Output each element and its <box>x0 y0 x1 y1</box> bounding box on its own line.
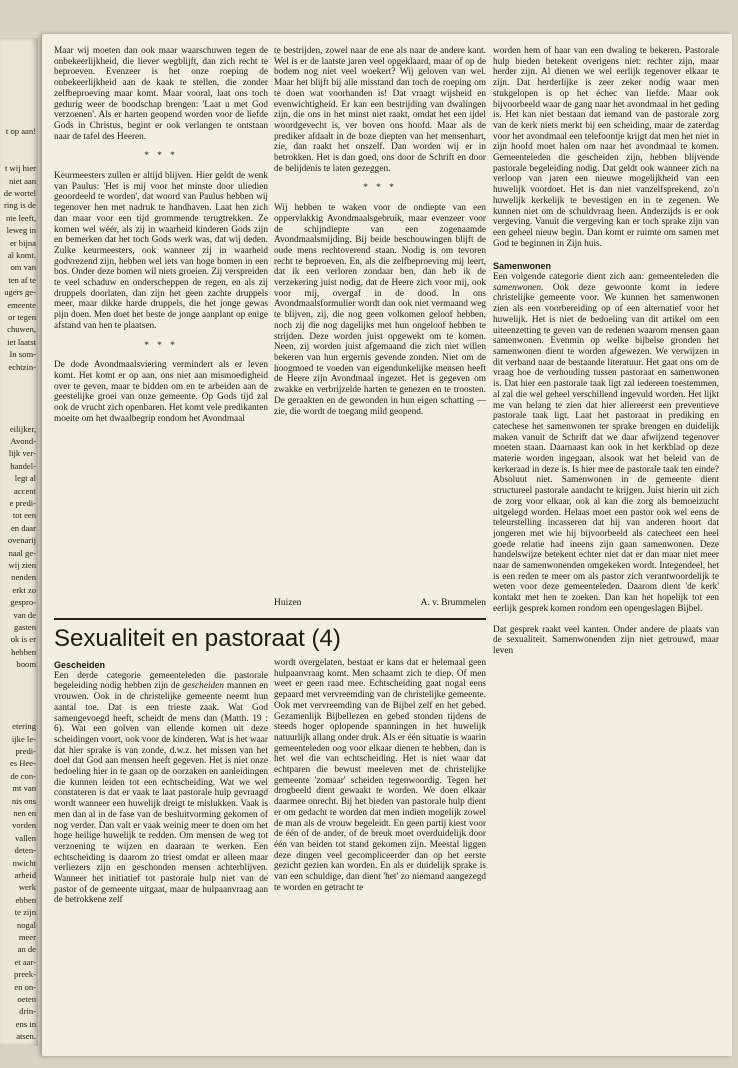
fragment-line: ok is er <box>10 634 36 645</box>
paragraph: Keurmeesters zullen er altijd blijven. Hier geldt de wenk van Paulus: 'Het is mij voor het minste door uliedien geoordeeld te worden', dat woord van Paulus hebben wij tegenover hen met nadruk te handhaven. Laat hen zich dan maar voor een tijd grommende terugtrekken. Ze komen wel wéér, als zij in waarheid kinderen Gods zijn en bemerken dat het toch Gods werk was, dat wij deden. Zulke keurmeesters, ook wanneer zij in waarheid godvrezend zijn, hebben wel iets van hoge bomen in een bos. Onder deze bomen wil niets groeien. Zij verspreiden te veel schaduw en onderscheppen de regen, en als zij druppels doorlaten, dan zijn het geen zachte druppels meer, maar dikke harde druppels, die het jonge gewas pijn doen. Men doet het beste de jonge aanplant op enige afstand van hen te plaatsen. <box>54 171 268 331</box>
fragment-line: hebben <box>11 646 36 657</box>
fragment-line: van de <box>13 609 36 620</box>
fragment-line: echtzin- <box>8 361 36 372</box>
paragraph: wordt overgelaten, bestaat er kans dat er helemaal geen hulpaanvraag komt. Men schaamt zich te diep. Of men weet er geen raad mee. Echtscheiding gaat nogal eens gepaard met vervreemding van de christelijke gemeente. Ook met vervreemding van de Bijbel zelf en het gebed. Gezamenlijk Bijbellezen en gebed stonden tijdens de steeds hoger oplopende spanningen in het huwelijk natuurlijk allang onder druk. Als er één situatie is waarin gemeenteleden oog voor elkaar dienen te hebben, dan is het wel die van echtscheiding. Het is niet waar dat echtparen die bewust meeleven met de christelijke gemeente 'zomaar' scheiden tegenwoordig. Tegen het drogbeeld dient gewaakt te worden. We doen elkaar daarmee onrecht. Bij het bieden van pastorale hulp dient er om gedacht te worden dat men indien mogelijk zowel de man als de vrouw begeleidt. En geen partij kiest voor de één of de ander, of de breuk moet overduidelijk door één van beiden tot stand gekomen zijn. Meestal liggen deze dingen veel gecompliceerder dan op het eerste gezicht gezien kan worden. En als er duidelijk sprake is van een schuldige, dan dient 'het' zo niemand aangezegd te worden en getracht te <box>274 658 486 893</box>
section-heading-samenwonen: Samenwonen <box>493 261 552 272</box>
fragment-line: ijke le- <box>11 733 36 744</box>
article2-column-2 <box>274 658 486 1050</box>
fragment-line: accent <box>14 485 36 496</box>
article1-signature <box>274 598 486 608</box>
fragment-line: boom <box>16 659 36 670</box>
fragment-line: legt al <box>14 473 36 484</box>
fragment-line: leweg in <box>6 225 36 236</box>
adjacent-page-fragment <box>0 38 38 1046</box>
fragment-line: chuwen, <box>7 324 36 335</box>
article2-column-1 <box>54 658 268 1050</box>
fragment-line: an de <box>17 944 36 955</box>
fragment-line: atsen. <box>16 1031 36 1042</box>
fragment-line: werk <box>18 882 36 893</box>
fragment-line: nwicht <box>12 857 36 868</box>
fragment-line: en on- <box>14 981 36 992</box>
section-separator: * * * <box>363 183 397 194</box>
fragment-line: en daar <box>10 522 36 533</box>
section-separator: * * * <box>144 151 178 162</box>
fragment-line: nenden <box>11 572 36 583</box>
signature-place: Huizen <box>274 598 302 608</box>
fragment-line: niet aan <box>9 175 36 186</box>
fragment-line: meer <box>18 932 36 942</box>
fragment-line: vorden <box>12 820 36 831</box>
fragment-line: al komt. <box>7 250 36 260</box>
fragment-line: eilijker, <box>9 423 36 434</box>
fragment-line: oeten <box>17 994 36 1004</box>
fragment-line: wij zien <box>8 560 36 570</box>
fragment-line: or tegen <box>8 312 36 322</box>
fragment-line: ebben <box>15 894 36 905</box>
fragment-line: emeente <box>7 299 36 310</box>
paragraph: Maar wij moeten dan ook maar waarschuwen tegen de onbekeerlijkheid, die liever wegblijft, dan zich recht te beproeven. Evenzeer is het onze roeping de onbekeerlijkheid aan de kaak te stellen, die zonder zelfbeproeving maar komt. Maar vooral, laat ons toch gedurig weer de boodschap brengen: 'Laat u met God verzoenen'. Als er harten geopend worden voor de liefde Gods in Christus, begint er ook verlangen te ontstaan naar de tafel des Heeren. <box>54 46 268 142</box>
fragment-line: arheid <box>14 870 36 880</box>
fragment-line: deten- <box>14 845 36 856</box>
fragment-line: ugers ge- <box>4 287 36 298</box>
section-heading-gescheiden: Gescheiden <box>54 660 106 670</box>
paragraph: Wij hebben te waken voor de ondiepte van een oppervlakkig Avondmaalsgebruik, maar evenzeer voor de schijndiepte van een zogenaamde Avondmaalsmijding. Bij beide beschouwingen blijft de oude mens rechtoverend staan. Nodig is om tevoren recht te beproeven. En, als die zelfbeproeving mij leert, dat ik een verloren zondaar ben, dan heb ik de verzekering juist nodig, dat de Heere zich voor mij, ook voor mij, overgaf in de dood. In ons Avondmaalsformulier wordt dan ook niet vermaand weg te blijven, zij, die nog geen volkomen geloof hebben, noch zij die nog dagelijks met hun ongeloof hebben te strijden. Deze worden juist opgewekt om te komen. Neen, zij worden juist afgemaand die zich niet willen bekeren van hun ergernis gevende zonden. Niet om de hoogmoed te voeden van eigendunkelijke mensen heeft de Heere zijn Avondmaal ingezet. Het is gegeven om zwakke en verbrijzelde harten te genezen en te troosten. De geraakten en de gewonden in hun eigen schatting — zie, die wordt de toegang mild geopend. <box>274 203 486 417</box>
fragment-line: handel- <box>10 460 36 471</box>
fragment-line: nte leeft, <box>5 212 36 223</box>
paragraph: De dode Avondmaalsviering vermindert als er leven komt. Het komt er op aan, ons niet aan mismoedigheid over te geven, maar te bidden om en te arbeiden aan de geestelijke groei van onze gemeente. Op Gods tijd zal ook de vrucht zich openbaren. Het komt vele predikanten moeite om het dwaalbegrip rondom het Avondmaal <box>54 360 268 424</box>
fragment-line: nis ons <box>11 795 36 806</box>
article1-column-2 <box>274 46 486 618</box>
article-divider <box>54 618 486 620</box>
fragment-line: er bijna <box>9 237 36 248</box>
fragment-line: In som- <box>9 349 36 360</box>
fragment-line: erkt zo <box>12 584 36 595</box>
paragraph: te bestrijden, zowel naar de ene als naar de andere kant. Wel is er de laatste jaren veel opgeklaard, maar of op de bodem nog niet veel woekert? Wij geloven van wel. Maar het blijft bij alle misstand dan toch de roeping om te doen wat voorhanden is! Dat vraagt wijsheid en evenwichtigheid. Er kan een bestrijding van dwalingen zijn, die ons in het minst niet raakt, omdat het een ijdel woordgevecht is, ver boven ons hoofd. Maar als de prediker afdaalt in de boze diepten van het mensenhart, zie, dan raakt het onszelf. Dan worden wij er in betrokken. Het is dan goed, ons door de Schrift en door de belijdenis te laten gezeggen. <box>274 46 486 174</box>
fragment-line: predi- <box>15 746 36 756</box>
fragment-line: lijk ver- <box>8 448 36 459</box>
fragment-line: de con- <box>10 770 36 781</box>
article2-column-3 <box>493 46 719 1046</box>
fragment-line: te zijn <box>14 907 36 918</box>
fragment-line: ens in <box>15 1018 36 1029</box>
section-separator: * * * <box>144 340 178 351</box>
fragment-line: iet laatst <box>7 336 36 347</box>
fragment-line: naal ge- <box>8 547 36 558</box>
fragment-line: Avond- <box>10 436 36 446</box>
paragraph: worden hem of haar van een dwaling te bekeren. Pastorale hulp bieden betekent overigens niet: rechter zijn, maar herder zijn. Al dienen we wel eerlijk tegenover elkaar te zijn. Dat herderlijke is zeer zeker nodig waar men stukgelopen is op het échec van liefde. Maar ook bijvoorbeeld waar de gang naar het avondmaal in het geding is. Het kan niet bestaan dat iemand van de pastorale zorg van de kerk niets merkt bij een scheiding, maar de zaterdag voor het avondmaal een telefoontje krijgt dat men het niet in zijn hoofd moet halen om naar het avondmaal te komen. Gemeenteleden die gescheiden zijn, hebben blijvende pastorale begeleiding nodig. Dat geldt ook wanneer zich na verloop van jaren een nieuwe mogelijkheid van een huwelijk voordoet. Het is dan niet vanzelfsprekend, zo'n huwelijk kerkelijk te bevestigen en in te zegenen. We kunnen niet om de schuldvraag heen. Anderzijds is er ook vergeving. Vanuit die vergeving kan er toch sprake zijn van een geheel nieuw begin. Dan komt er ruimte om samen met God te beginnen in Zijn huis. <box>493 46 719 249</box>
fragment-line: tot een <box>12 510 36 521</box>
fragment-line: mt van <box>12 783 36 794</box>
fragment-line: nen en <box>13 808 36 818</box>
fragment-line: e predi- <box>9 498 36 508</box>
article-title: Sexualiteit en pastoraat (4) <box>54 625 341 652</box>
fragment-line: etering <box>12 721 36 732</box>
fragment-line: ring is de <box>4 200 36 211</box>
fragment-line: de wortel <box>3 188 36 198</box>
fragment-line: et aar- <box>14 956 36 967</box>
article1-column-1 <box>54 46 268 618</box>
fragment-line: gespro- <box>10 597 36 608</box>
fragment-line: ten af te <box>8 274 36 285</box>
fragment-line: t op aan! <box>5 126 36 136</box>
paragraph: Een volgende categorie dient zich aan: gemeenteleden die samenwonen. Ook deze gewoonte komt in iedere christelijke gemeente voor. We kunnen het samenwonen zien als een voorbereiding op of een alternatief voor het huwelijk. Het is niet de bedoeling van dit artikel om een uiteenzetting te geven van de redenen waarom mensen gaan samenwonen. Evenmin op welke bijbelse gronden het samenwonen dient te worden afgewezen. We verwijzen in dit verband naar de bestaande literatuur. Het gaat ons om de vraag hoe de verhouding tussen pastoraat en samenwonen is. Dat hier een pastorale taak ligt zal iedereen toestemmen, al zal die wel geheel verschillend ingevuld worden. Het lijkt me van belang te zien dat hier allereerst een preventieve pastorale taak ligt. Laat het pastoraat in prediking en catechese het samenwonen ter sprake brengen en duidelijk maken vanuit de Schrift dat we daar afwijzend tegenover moeten staan. Daarnaast kan ook in het kerkblad op deze materie worden ingegaan, alsook wat het beleid van de kerkeraad in deze is. Is hier mee de pastorale taak ten einde? Absoluut niet. Samenwonen in de gemeente dient structureel pastorale aandacht te krijgen. Juist hierin uit zich de zorg voor elkaar, ook al kan die zorg als bemoeizucht uitgelegd worden. Helaas moet een pastor ook wel eens de teleurstelling incasseren dat hij van anderen hoort dat jongeren met wie hij bijvoorbeeld als catecheet een heel goede relatie had ineens zijn gaan samenwonen. Deze handelswijze betekent echter niet dat er dan maar niet meer naar de samenwonenden omgekeken wordt. Integendeel, het is een reden te meer om als pastor zich verantwoordelijk te weten voor deze gemeenteleden. Daarom dient 'de kerk' kontakt met hen te zoeken. Dan kan het hopelijk tot een eerlijk gesprek komen rondom een opengeslagen Bijbel. <box>493 272 719 614</box>
fragment-line: es Hee- <box>9 758 36 769</box>
magazine-page <box>42 34 732 1056</box>
fragment-line: nogal <box>16 919 36 930</box>
fragment-line: preek- <box>14 969 36 980</box>
fragment-line: ovenarij <box>7 535 36 546</box>
signature-author: A. v. Brummelen <box>420 598 486 608</box>
fragment-line: vallen <box>15 832 36 843</box>
paragraph: Een derde categorie gemeenteleden die pastorale begeleiding nodig hebben zijn de gescheiden mannen en vrouwen. Ook in de christelijke gemeente neemt hun aantal toe. Dat is een trieste zaak. Wat God samengevoegd heeft, scheidt de mens dan (Matth. 19 : 6). Wat een golven van ellende komen uit deze scheidingen voort, ook voor de kinderen. Wat is het waar dat hier sprake is van zonde, d.w.z. het missen van het doel dat God aan mensen heeft gegeven. Het is niet onze bedoeling hier in te gaan op de oorzaken en aanleidingen die kunnen leiden tot een echtscheiding. Wat we wel constateren is dat er vaak te laat pastorale hulp gevraagd wordt wanneer een huwelijk dreigt te mislukken. Vaak is men dan al in de fase van de besluitvorming gekomen of nog verder. Dan valt er vaak weinig meer te doen om het hoge heilige huwelijk te redden. Om mensen de weg tot verzoening te wijzen en daaraan te werken. Een echtscheiding is daarom zo triest omdat er alleen maar verliezers zijn en geschonden mensen achterblijven. Wanneer het initiatief tot pastorale hulp niet van de pastor of de gemeente uitgaat, maar de hulpaanvraag aan de betrokkene zelf <box>54 670 268 906</box>
paragraph: Dat gesprek raakt veel kanten. Onder andere de plaats van de sexualiteit. Samenwonenden zijn niet getrouwd, maar leven <box>493 624 719 656</box>
fragment-line: drin- <box>19 1006 36 1017</box>
fragment-line: gasten <box>14 622 36 632</box>
fragment-line: t wij hier <box>4 163 36 174</box>
fragment-line: om van <box>10 262 36 273</box>
